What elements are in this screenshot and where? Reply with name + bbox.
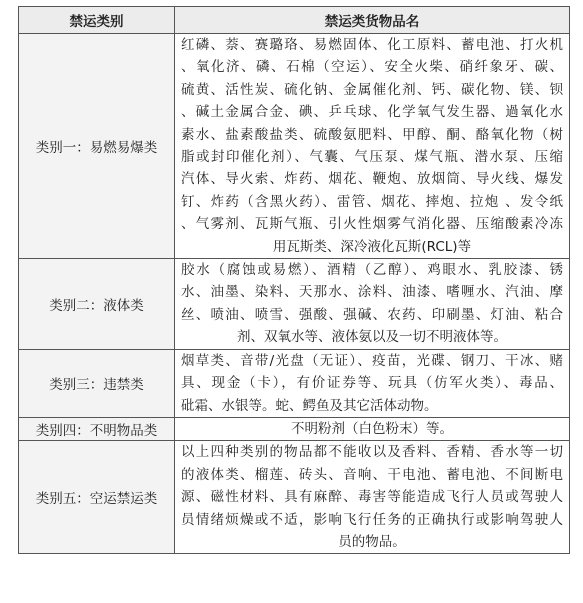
items-line: 水、油墨、染料、天那水、涂料、油漆、嗜喱水、汽油、摩 xyxy=(181,284,563,301)
category-cell: 类别三：违禁类 xyxy=(19,349,175,417)
items-line: 剂、双氧水等、液体氨以及一切不明液体等。 xyxy=(237,329,507,346)
category-cell: 类别二：液体类 xyxy=(19,259,175,350)
category-cell: 类别四：不明物品类 xyxy=(19,417,175,440)
items-line: 源、磁性材料、具有麻醉、毒害等能造成飞行人员或驾驶人 xyxy=(181,489,563,506)
table-row xyxy=(19,349,570,417)
items-line: 用瓦斯类、深冷液化瓦斯(RCL)等 xyxy=(272,238,472,255)
items-line: 钉、炸药（含黑火药）、雷管、烟花、摔炮、拉炮 、发令纸 xyxy=(181,193,563,210)
items-line: 汽体、导火索、炸药、烟花、鞭炮、放烟筒、导火线、爆发 xyxy=(181,171,563,188)
header-items: 禁运类货物品名 xyxy=(175,7,570,34)
table-header-row xyxy=(19,7,570,34)
items-line: 具、现金（卡），有价证券等、玩具（仿军火类）、毒品、 xyxy=(181,375,563,392)
table-row xyxy=(19,441,570,554)
items-line: 员情绪烦燥或不适，影响飞行任务的正确执行或影响驾驶人 xyxy=(181,511,563,528)
items-line: 脂或封印催化剂）、气囊、气压泵、煤气瓶、潜水泵、压缩 xyxy=(181,149,563,166)
table-row xyxy=(19,417,570,440)
items-cell xyxy=(175,259,570,350)
items-line: 砒霜、水银等。蛇、鳄鱼及其它活体动物。 xyxy=(181,397,438,414)
table-row xyxy=(19,259,570,350)
items-line: 丝、喷油、喷雪、强酸、强碱、农药、印刷墨、灯油、粘合 xyxy=(181,306,563,323)
items-line: 烟草类、音带/光盘（无证）、疫苗，光碟、钢刀、干冰、赌 xyxy=(181,352,563,369)
items-line: 硫黄、活性炭、硫化钠、金属催化剂、钙、碳化物、镁、钡 xyxy=(181,81,563,98)
category-cell: 类别五：空运禁运类 xyxy=(19,441,175,554)
items-line: 、气雾剂、瓦斯气瓶、引火性烟雾气消化器、压缩酸素冷冻 xyxy=(181,216,563,233)
prohibited-items-table xyxy=(18,6,570,554)
items-line: 、氧化济、磷、石棉（空运）、安全火柴、硝纤象牙、碳、 xyxy=(181,59,563,76)
items-line: 红磷、萘、赛璐珞、易燃固体、化工原料、蓄电池、打火机 xyxy=(181,37,563,53)
items-cell xyxy=(175,349,570,417)
items-line: 员的物品。 xyxy=(338,533,406,550)
items-line: 的液体类、榴莲、砖头、音响、干电池、蓄电池、不间断电 xyxy=(181,466,563,483)
items-cell xyxy=(175,417,570,440)
items-line: 、碱土金属合金、碘、乒乓球、化学氧气发生器、過氧化水 xyxy=(181,104,563,121)
items-cell xyxy=(175,441,570,554)
header-category: 禁运类别 xyxy=(19,7,175,34)
items-line: 素水、盐素酸盐类、硫酸氨肥料、甲醇、酮、酪氧化物（树 xyxy=(181,126,563,143)
items-line: 胶水（腐蚀或易燃）、酒精（乙醇）、鸡眼水、乳胶漆、锈 xyxy=(181,262,563,279)
items-line: 不明粉剂（白色粉末）等。 xyxy=(291,420,453,437)
table-row xyxy=(19,34,570,259)
category-cell: 类别一：易燃易爆类 xyxy=(19,34,175,259)
items-cell xyxy=(175,34,570,259)
items-line: 以上四种类别的物品都不能收以及香料、香精、香水等一切 xyxy=(181,444,563,461)
